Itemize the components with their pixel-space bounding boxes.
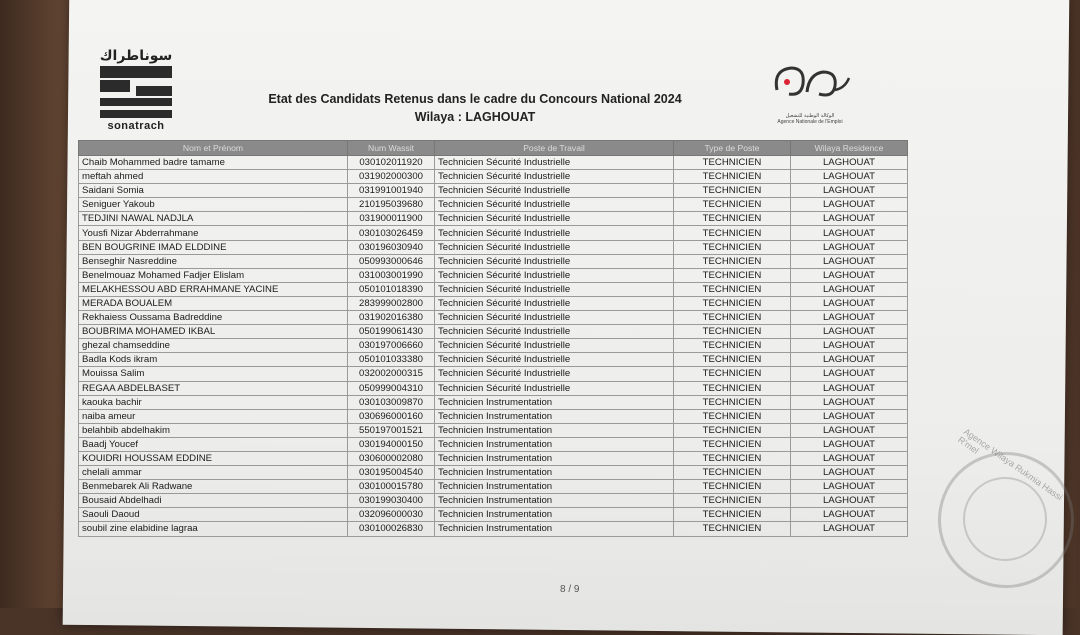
cell-type: TECHNICIEN — [674, 353, 791, 367]
cell-poste: Technicien Instrumentation — [435, 437, 674, 451]
cell-poste: Technicien Sécurité Industrielle — [435, 226, 674, 240]
cell-poste: Technicien Instrumentation — [435, 480, 674, 494]
cell-poste: Technicien Sécurité Industrielle — [435, 367, 674, 381]
cell-poste: Technicien Instrumentation — [435, 494, 674, 508]
table-row — [79, 156, 908, 170]
cell-wilaya: LAGHOUAT — [791, 395, 908, 409]
cell-wilaya: LAGHOUAT — [791, 381, 908, 395]
cell-poste: Technicien Sécurité Industrielle — [435, 296, 674, 310]
stamp-text: Agence Wilaya Rukmia Hassi R'mel — [956, 426, 1065, 503]
document-title-block — [240, 90, 710, 126]
table-row — [79, 437, 908, 451]
cell-type: TECHNICIEN — [674, 451, 791, 465]
cell-name: Yousfi Nizar Abderrahmane — [79, 226, 348, 240]
cell-poste: Technicien Instrumentation — [435, 451, 674, 465]
cell-poste: Technicien Sécurité Industrielle — [435, 282, 674, 296]
cell-type: TECHNICIEN — [674, 240, 791, 254]
cell-name: KOUIDRI HOUSSAM EDDINE — [79, 451, 348, 465]
cell-type: TECHNICIEN — [674, 466, 791, 480]
cell-wilaya: LAGHOUAT — [791, 170, 908, 184]
table-row — [79, 240, 908, 254]
cell-type: TECHNICIEN — [674, 156, 791, 170]
cell-wilaya: LAGHOUAT — [791, 480, 908, 494]
table-row — [79, 480, 908, 494]
cell-num-wassit: 030100026830 — [348, 522, 435, 536]
cell-wilaya: LAGHOUAT — [791, 296, 908, 310]
column-header-name: Nom et Prénom — [79, 141, 348, 156]
cell-poste: Technicien Sécurité Industrielle — [435, 311, 674, 325]
cell-type: TECHNICIEN — [674, 254, 791, 268]
cell-num-wassit: 030196030940 — [348, 240, 435, 254]
table-row — [79, 184, 908, 198]
cell-name: MERADA BOUALEM — [79, 296, 348, 310]
cell-num-wassit: 550197001521 — [348, 423, 435, 437]
cell-num-wassit: 050999004310 — [348, 381, 435, 395]
cell-num-wassit: 030195004540 — [348, 466, 435, 480]
cell-wilaya: LAGHOUAT — [791, 282, 908, 296]
cell-poste: Technicien Sécurité Industrielle — [435, 325, 674, 339]
table-row — [79, 268, 908, 282]
cell-num-wassit: 030194000150 — [348, 437, 435, 451]
cell-num-wassit: 050101018390 — [348, 282, 435, 296]
table-row — [79, 494, 908, 508]
cell-wilaya: LAGHOUAT — [791, 494, 908, 508]
cell-name: chelali ammar — [79, 466, 348, 480]
column-header-type: Type de Poste — [674, 141, 791, 156]
cell-poste: Technicien Sécurité Industrielle — [435, 198, 674, 212]
cell-poste: Technicien Sécurité Industrielle — [435, 339, 674, 353]
cell-name: Badla Kods ikram — [79, 353, 348, 367]
cell-wilaya: LAGHOUAT — [791, 226, 908, 240]
table-row — [79, 254, 908, 268]
cell-wilaya: LAGHOUAT — [791, 437, 908, 451]
cell-wilaya: LAGHOUAT — [791, 353, 908, 367]
cell-name: Baadj Youcef — [79, 437, 348, 451]
column-header-wilaya: Wilaya Residence — [791, 141, 908, 156]
table-row — [79, 325, 908, 339]
cell-type: TECHNICIEN — [674, 170, 791, 184]
table-row — [79, 508, 908, 522]
cell-name: Benseghir Nasreddine — [79, 254, 348, 268]
cell-name: Seniguer Yakoub — [79, 198, 348, 212]
cell-num-wassit: 031991001940 — [348, 184, 435, 198]
cell-wilaya: LAGHOUAT — [791, 156, 908, 170]
column-header-poste: Poste de Travail — [435, 141, 674, 156]
cell-type: TECHNICIEN — [674, 508, 791, 522]
table-row — [79, 198, 908, 212]
table-row — [79, 381, 908, 395]
cell-num-wassit: 283999002800 — [348, 296, 435, 310]
cell-type: TECHNICIEN — [674, 381, 791, 395]
cell-wilaya: LAGHOUAT — [791, 451, 908, 465]
cell-type: TECHNICIEN — [674, 212, 791, 226]
table-row — [79, 466, 908, 480]
cell-poste: Technicien Sécurité Industrielle — [435, 212, 674, 226]
cell-poste: Technicien Sécurité Industrielle — [435, 353, 674, 367]
table-row — [79, 226, 908, 240]
cell-type: TECHNICIEN — [674, 311, 791, 325]
cell-poste: Technicien Sécurité Industrielle — [435, 184, 674, 198]
cell-poste: Technicien Instrumentation — [435, 508, 674, 522]
table-row — [79, 339, 908, 353]
cell-poste: Technicien Instrumentation — [435, 395, 674, 409]
cell-type: TECHNICIEN — [674, 296, 791, 310]
cell-wilaya: LAGHOUAT — [791, 198, 908, 212]
cell-num-wassit: 031902000300 — [348, 170, 435, 184]
cell-num-wassit: 032096000030 — [348, 508, 435, 522]
cell-name: naiba ameur — [79, 409, 348, 423]
cell-name: Benmebarek Ali Radwane — [79, 480, 348, 494]
cell-name: MELAKHESSOU ABD ERRAHMANE YACINE — [79, 282, 348, 296]
cell-type: TECHNICIEN — [674, 522, 791, 536]
cell-name: Saidani Somia — [79, 184, 348, 198]
logo-wordmark: sonatrach — [107, 120, 165, 132]
cell-num-wassit: 030100015780 — [348, 480, 435, 494]
cell-poste: Technicien Instrumentation — [435, 409, 674, 423]
cell-name: kaouka bachir — [79, 395, 348, 409]
table-row — [79, 409, 908, 423]
table-row — [79, 423, 908, 437]
cell-name: soubil zine elabidine lagraa — [79, 522, 348, 536]
cell-type: TECHNICIEN — [674, 437, 791, 451]
cell-num-wassit: 210195039680 — [348, 198, 435, 212]
table-row — [79, 451, 908, 465]
cell-poste: Technicien Sécurité Industrielle — [435, 268, 674, 282]
cell-name: belahbib abdelhakim — [79, 423, 348, 437]
anem-logo-icon — [765, 60, 855, 106]
cell-wilaya: LAGHOUAT — [791, 522, 908, 536]
sonatrach-logo — [96, 48, 176, 132]
cell-type: TECHNICIEN — [674, 367, 791, 381]
cell-wilaya: LAGHOUAT — [791, 508, 908, 522]
cell-type: TECHNICIEN — [674, 395, 791, 409]
table-row — [79, 353, 908, 367]
cell-wilaya: LAGHOUAT — [791, 240, 908, 254]
cell-poste: Technicien Instrumentation — [435, 522, 674, 536]
cell-type: TECHNICIEN — [674, 268, 791, 282]
cell-num-wassit: 031902016380 — [348, 311, 435, 325]
cell-wilaya: LAGHOUAT — [791, 212, 908, 226]
cell-num-wassit: 030103026459 — [348, 226, 435, 240]
logo-arabic-text: سوناطراك — [99, 48, 173, 64]
cell-poste: Technicien Sécurité Industrielle — [435, 156, 674, 170]
anem-logo — [760, 60, 860, 125]
table-header-row — [79, 141, 908, 156]
cell-name: BOUBRIMA MOHAMED IKBAL — [79, 325, 348, 339]
cell-wilaya: LAGHOUAT — [791, 325, 908, 339]
cell-name: BEN BOUGRINE IMAD ELDDINE — [79, 240, 348, 254]
cell-wilaya: LAGHOUAT — [791, 311, 908, 325]
candidates-table — [78, 140, 908, 537]
cell-wilaya: LAGHOUAT — [791, 409, 908, 423]
cell-name: Benelmouaz Mohamed Fadjer Elislam — [79, 268, 348, 282]
cell-num-wassit: 030102011920 — [348, 156, 435, 170]
table-row — [79, 212, 908, 226]
cell-type: TECHNICIEN — [674, 494, 791, 508]
cell-num-wassit: 031900011900 — [348, 212, 435, 226]
candidates-table-wrap — [78, 140, 908, 537]
cell-num-wassit: 030696000160 — [348, 409, 435, 423]
column-header-num: Num Wassit — [348, 141, 435, 156]
cell-name: Chaib Mohammed badre tamame — [79, 156, 348, 170]
anem-caption-arabic: الوكالة الوطنية للتشغيل — [785, 113, 835, 119]
cell-name: Mouissa Salim — [79, 367, 348, 381]
cell-wilaya: LAGHOUAT — [791, 254, 908, 268]
cell-poste: Technicien Sécurité Industrielle — [435, 170, 674, 184]
page-number: 8 / 9 — [560, 584, 580, 595]
cell-name: Bousaid Abdelhadi — [79, 494, 348, 508]
cell-poste: Technicien Instrumentation — [435, 423, 674, 437]
cell-name: ghezal chamseddine — [79, 339, 348, 353]
cell-name: REGAA ABDELBASET — [79, 381, 348, 395]
cell-wilaya: LAGHOUAT — [791, 367, 908, 381]
table-row — [79, 282, 908, 296]
sonatrach-mark-icon — [100, 66, 172, 118]
table-row — [79, 296, 908, 310]
cell-poste: Technicien Sécurité Industrielle — [435, 381, 674, 395]
cell-num-wassit: 030103009870 — [348, 395, 435, 409]
cell-wilaya: LAGHOUAT — [791, 184, 908, 198]
wilaya-subtitle: Wilaya : LAGHOUAT — [414, 110, 536, 124]
cell-name: meftah ahmed — [79, 170, 348, 184]
cell-num-wassit: 030197006660 — [348, 339, 435, 353]
table-row — [79, 311, 908, 325]
cell-type: TECHNICIEN — [674, 226, 791, 240]
cell-type: TECHNICIEN — [674, 409, 791, 423]
cell-poste: Technicien Sécurité Industrielle — [435, 254, 674, 268]
cell-num-wassit: 050101033380 — [348, 353, 435, 367]
cell-type: TECHNICIEN — [674, 480, 791, 494]
cell-num-wassit: 050199061430 — [348, 325, 435, 339]
cell-name: TEDJINI NAWAL NADJLA — [79, 212, 348, 226]
cell-name: Saouli Daoud — [79, 508, 348, 522]
official-stamp — [938, 426, 1074, 588]
anem-caption-french: Agence Nationale de l'Emploi — [777, 119, 843, 125]
table-row — [79, 522, 908, 536]
cell-wilaya: LAGHOUAT — [791, 423, 908, 437]
cell-type: TECHNICIEN — [674, 339, 791, 353]
cell-num-wassit: 030199030400 — [348, 494, 435, 508]
table-row — [79, 170, 908, 184]
cell-poste: Technicien Sécurité Industrielle — [435, 240, 674, 254]
cell-wilaya: LAGHOUAT — [791, 339, 908, 353]
cell-num-wassit: 031003001990 — [348, 268, 435, 282]
table-row — [79, 367, 908, 381]
cell-type: TECHNICIEN — [674, 325, 791, 339]
cell-num-wassit: 050993000646 — [348, 254, 435, 268]
cell-type: TECHNICIEN — [674, 423, 791, 437]
cell-name: Rekhaiess Oussama Badreddine — [79, 311, 348, 325]
document-title: Etat des Candidats Retenus dans le cadre du Concours National 2024 — [268, 92, 682, 106]
table-row — [79, 395, 908, 409]
cell-type: TECHNICIEN — [674, 184, 791, 198]
cell-poste: Technicien Instrumentation — [435, 466, 674, 480]
cell-num-wassit: 030600002080 — [348, 451, 435, 465]
cell-wilaya: LAGHOUAT — [791, 268, 908, 282]
cell-wilaya: LAGHOUAT — [791, 466, 908, 480]
cell-type: TECHNICIEN — [674, 282, 791, 296]
cell-type: TECHNICIEN — [674, 198, 791, 212]
cell-num-wassit: 032002000315 — [348, 367, 435, 381]
